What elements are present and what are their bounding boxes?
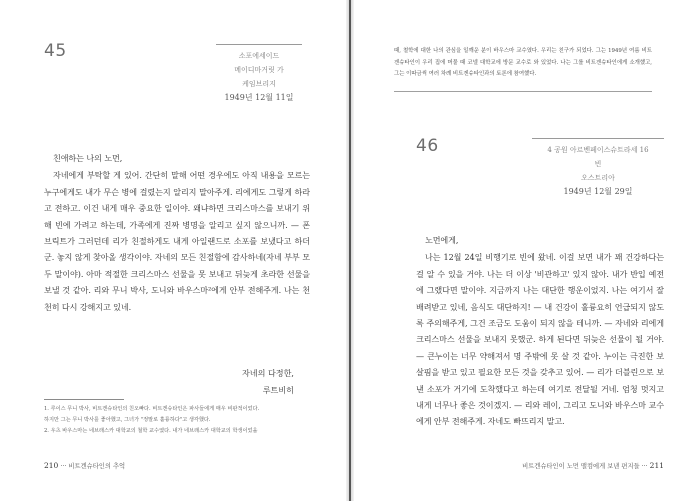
closing bbox=[242, 365, 294, 399]
meta-to: 메이디마거릿 가 bbox=[234, 66, 284, 74]
paragraph: 자네에게 부탁할 게 있어. 간단히 말해 어떤 경우에도 아직 내용을 모르는 누구에게도 내가 무슨 병에 걸렸는지 알리지 말아주게. 리에게도 그렇게 하라고 전하고. 이건 내게 매우 중요한 일이야. 왜냐하면 크리스마스를 보내기 위해 빈에 가려고 하는데, 가족에게 진짜 병명을 알리고 싶지 않으니까. — 폰 브릭트가 그러던데 리가 친절하게도 내게 아일랜드로 소포를 보냈다고 하더군. 놓지 않게 찾아올 생각이야. 자네의 모든 친절함에 감사하네(자네 부부 모두 말이야). 아마 적절한 크리스마스 선물을 못 보내고 뒤늦게 초라한 선물을 보낼 것 같아. 리와 무니 박사, 도니와 바우스마²에게 안부 전해주게. 나는 천천히 다시 강해지고 있네. bbox=[44, 170, 310, 312]
letter-meta bbox=[216, 44, 302, 105]
closing-line: 자네의 다정한, bbox=[241, 368, 294, 378]
salutation: 노먼에게, bbox=[425, 235, 459, 245]
page-number: 210 bbox=[44, 461, 59, 470]
left-page bbox=[0, 0, 346, 501]
letter-number: 46 bbox=[416, 136, 439, 156]
folio bbox=[522, 461, 664, 470]
footnote: 2. 우츠 바우스마는 네브래스카 대학교의 철학 교수였다. 내가 네브래스카 대학교의 학생이었을 bbox=[44, 428, 258, 434]
running-title: 비트겐슈타인의 추억 bbox=[68, 463, 126, 470]
running-title: 비트겐슈타인이 노먼 맬컴에게 보낸 편지들 bbox=[522, 463, 640, 470]
letter-body bbox=[44, 150, 310, 315]
paragraph: 나는 12월 24일 비행기로 빈에 왔네. 이걸 보면 내가 꽤 건강하다는 걸 알 수 있을 거야. 나는 더 이상 '비관하고' 있지 않아. 내가 반입 예전에 그랬다면 말이야. 지금까지 나는 대단한 행운이었지. 나는 여기서 잘 배려받고 있네, 음식도 대단하지! — 내 건강이 훌륭요히 언급되지 않도록 주의해주게, 그건 조금도 도움이 되지 않을 테니까. — 자네와 리에게 크리스마스 선물을 보내지 못했군. 하게 된다면 뒤늦은 선물이 될 거야. — 큰누이는 너무 약해져서 명 주밖에 못 살 것 같아. 누이는 극진한 보살핌을 받고 있고 필요한 모든 것을 갖추고 있어. — 리가 더블린으로 보낸 소포가 거기에 도착했다고 하는데 여기로 전달될 거네. 엄청 멋지고 내게 너무나 좋은 것이겠지. — 리와 레이, 그리고 도니와 바우스마 교수에게 안부 전해주게. 자네도 빠뜨리지 말고. bbox=[416, 252, 664, 427]
meta-date: 1949년 12월 11일 bbox=[224, 93, 294, 102]
letter-meta bbox=[532, 138, 664, 199]
meta-date: 1949년 12월 29일 bbox=[563, 187, 633, 196]
footnote-rule bbox=[44, 399, 124, 400]
footnote: 1. 루이스 무니 박사, 비트겐슈타인의 친오빠다. 비트겐슈타인은 파사들에게 매우 비판적이었다. bbox=[44, 406, 260, 412]
salutation: 친애하는 나의 노먼, bbox=[53, 153, 123, 163]
page-number: 211 bbox=[649, 461, 664, 470]
letter-number: 45 bbox=[44, 41, 67, 61]
folio-separator: ··· bbox=[60, 463, 69, 470]
signature-name: 루트비히 bbox=[262, 385, 294, 395]
letter-body bbox=[416, 232, 664, 430]
footnotes bbox=[44, 404, 310, 437]
meta-place: 케임브리지 bbox=[242, 80, 276, 88]
folio bbox=[44, 461, 125, 470]
right-page bbox=[354, 0, 700, 501]
footnote: 하지만 그는 무니 박사를 좋아했고, 그녀가 "정말로 훌륭하다"고 생각했다. bbox=[44, 417, 211, 423]
meta-place: 오스트리아 bbox=[581, 174, 615, 182]
folio-separator: ··· bbox=[641, 463, 650, 470]
meta-from: 4 공원 아르벤페이스슈트라세 16 bbox=[547, 146, 649, 154]
book-gutter bbox=[346, 0, 354, 501]
meta-to: 빈 bbox=[594, 160, 602, 168]
section-rule bbox=[394, 91, 652, 92]
meta-from: 소포에세이드 bbox=[238, 52, 280, 60]
continued-footnote: 때, 철학에 대한 나의 관심을 일깨운 분이 바우스마 교수였다. 우리는 친구가 되었다. 그는 1949년 여름 비트겐슈타인이 우리 집에 머물 때 코넬 대학교에 방문 교수로 와 있었다. 나는 그를 비트겐슈타인에게 소개했고, 그는 이따금씩 여러 차례 비트겐슈타인과의 토론에 참여했다. bbox=[394, 48, 652, 77]
